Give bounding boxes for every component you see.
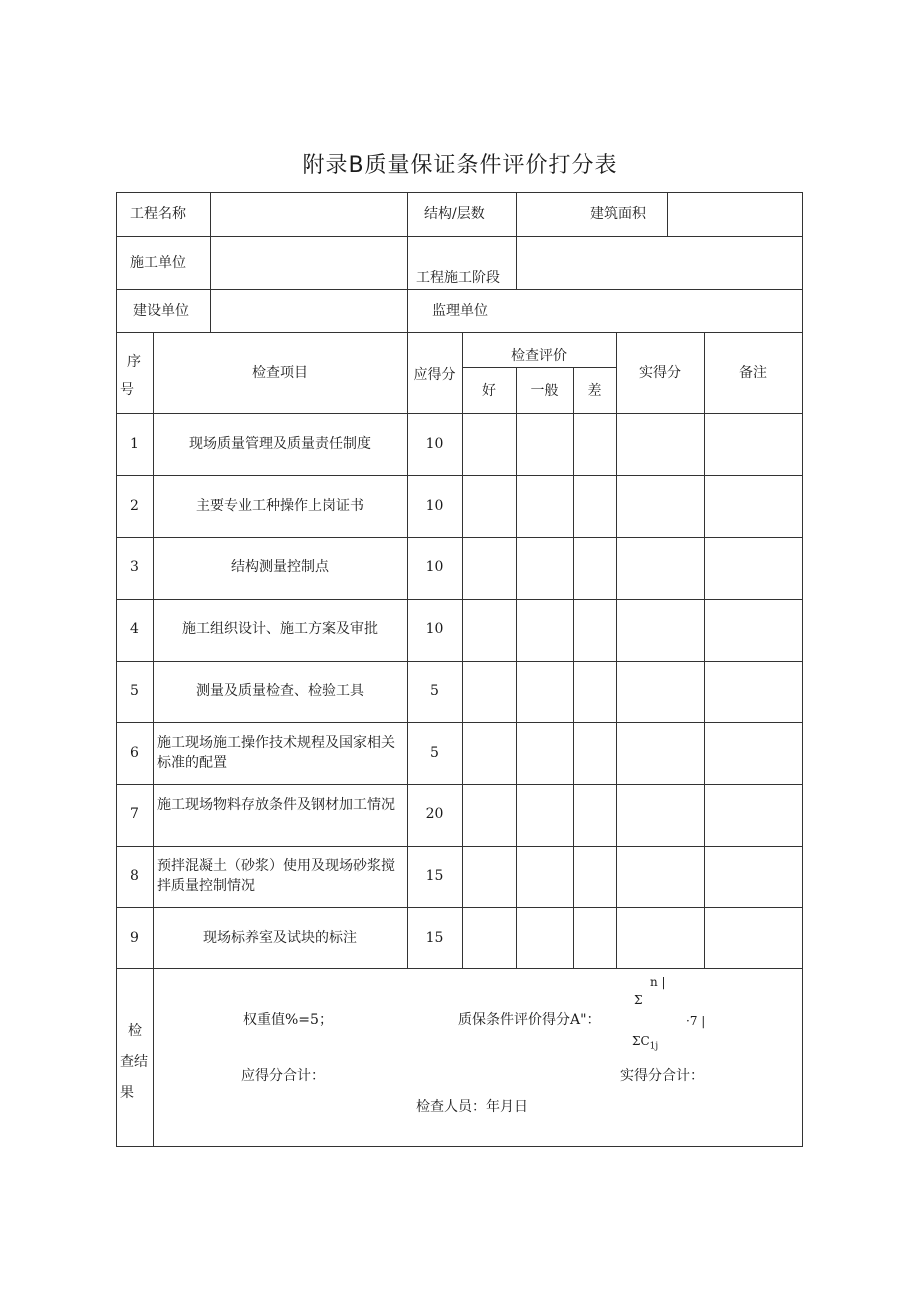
col-poor: 差 — [587, 383, 602, 399]
row-7-seq: 7 — [130, 806, 139, 822]
result-label-2: 查结 — [120, 1054, 148, 1070]
building-area-label: 建筑面积 — [590, 206, 646, 222]
row-9-item: 现场标养室及试块的标注 — [203, 930, 357, 946]
row-1-item: 现场质量管理及质量责任制度 — [189, 436, 371, 452]
row-4-seq: 4 — [130, 621, 139, 637]
structure-label: 结构/层数 — [424, 206, 485, 222]
formula-sigma: Σ — [634, 993, 643, 1007]
row-2-seq: 2 — [130, 498, 139, 514]
formula-bottom: $\Sigma C_{1j}$ — [632, 1034, 659, 1052]
row-7-score: 20 — [425, 806, 444, 822]
col-good: 好 — [482, 383, 496, 399]
formula-n: n | — [650, 975, 666, 989]
formula-label: 质保条件评价得分A"： — [458, 1012, 601, 1028]
actual-total: 实得分合计： — [620, 1068, 704, 1084]
row-5-score: 5 — [430, 683, 439, 699]
col-seq-line2: 号 — [120, 382, 134, 398]
page-title: 附录B质量保证条件评价打分表 — [302, 153, 618, 178]
supervision-unit-label: 监理单位 — [432, 303, 488, 319]
row-6-seq: 6 — [130, 745, 139, 761]
col-actual-score: 实得分 — [639, 365, 681, 381]
col-seq-line1: 序 — [127, 354, 141, 370]
row-2-score: 10 — [425, 498, 444, 514]
row-3-score: 10 — [425, 559, 444, 575]
row-8-item: 预拌混凝土（砂浆）使用及现场砂浆搅拌质量控制情况 — [157, 858, 395, 894]
col-remark: 备注 — [739, 365, 767, 381]
stage-label: 工程施工阶段 — [416, 270, 500, 286]
owner-unit-label: 建设单位 — [133, 303, 189, 319]
row-6-score: 5 — [430, 745, 439, 761]
row-7-item: 施工现场物料存放条件及钢材加工情况 — [157, 797, 395, 813]
row-9-score: 15 — [425, 930, 444, 946]
col-average: 一般 — [530, 383, 559, 399]
row-3-item: 结构测量控制点 — [231, 559, 329, 575]
project-name-label: 工程名称 — [130, 206, 186, 222]
row-8-seq: 8 — [130, 868, 139, 884]
row-1-seq: 1 — [130, 436, 139, 452]
row-1-score: 10 — [425, 436, 444, 452]
construction-unit-label: 施工单位 — [130, 255, 186, 271]
row-5-seq: 5 — [130, 683, 139, 699]
col-should-score: 应得分 — [413, 367, 456, 383]
result-label-1: 检 — [128, 1023, 142, 1039]
col-item: 检查项目 — [252, 365, 308, 381]
row-6-item: 施工现场施工操作技术规程及国家相关标准的配置 — [157, 735, 395, 771]
formula-right: ·7 | — [686, 1014, 706, 1028]
should-total: 应得分合计： — [241, 1068, 325, 1084]
row-4-item: 施工组织设计、施工方案及审批 — [182, 621, 378, 637]
row-2-item: 主要专业工种操作上岗证书 — [196, 498, 364, 514]
row-5-item: 测量及质量检查、检验工具 — [196, 683, 364, 699]
row-4-score: 10 — [425, 621, 444, 637]
inspector: 检查人员：年月日 — [416, 1099, 528, 1115]
row-8-score: 15 — [425, 868, 444, 884]
result-label-3: 果 — [120, 1085, 134, 1101]
weight-value: 权重值%=5； — [243, 1012, 333, 1028]
row-3-seq: 3 — [130, 559, 139, 575]
col-evaluation: 检查评价 — [511, 348, 567, 364]
row-9-seq: 9 — [130, 930, 139, 946]
